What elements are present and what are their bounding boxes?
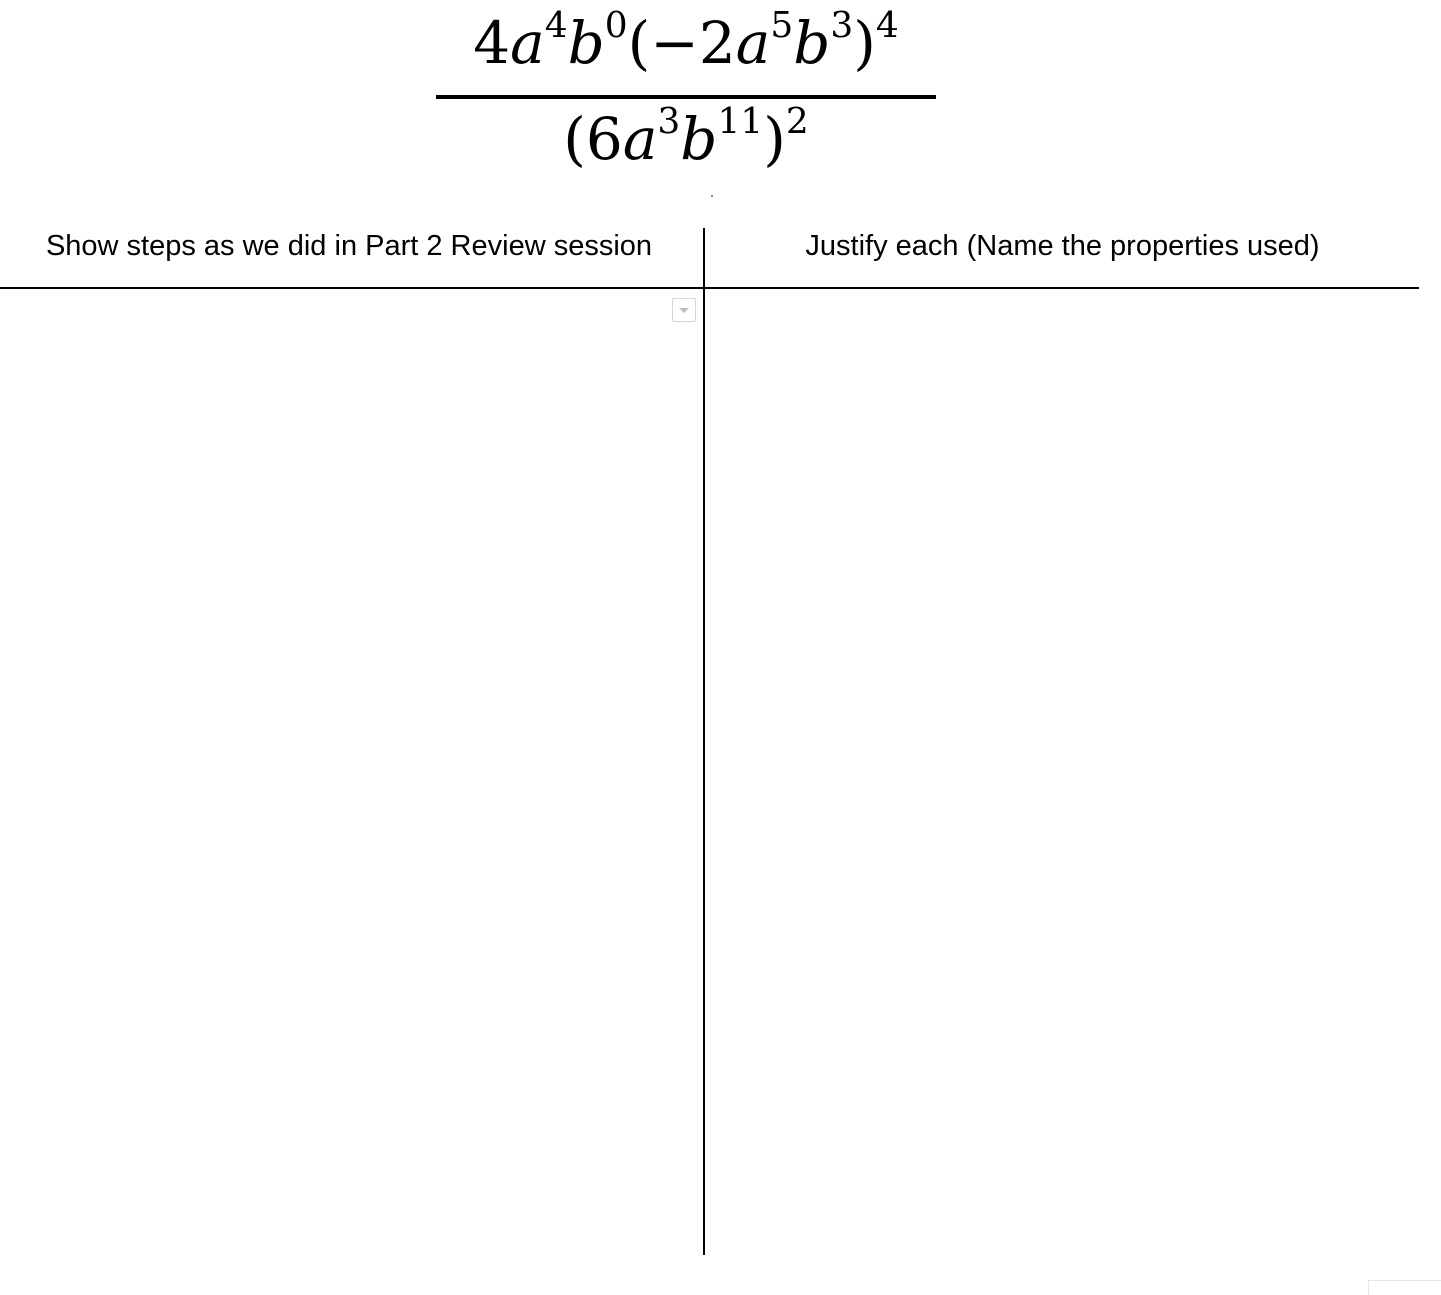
fraction-bar [436,95,936,99]
numerator-inner-exponent-b: 3 [830,5,854,47]
corner-widget [1368,1280,1441,1295]
numerator-exponent-a: 4 [544,5,568,47]
numerator-negative-sign: − [650,9,699,77]
cell-options-button[interactable] [672,298,696,322]
numerator-outer-exponent: 4 [875,5,899,47]
denominator-close-paren: ) [763,105,786,173]
fraction-numerator [436,5,936,78]
justification-cell[interactable] [706,290,1419,1255]
table-header-divider [0,287,1419,289]
steps-cell[interactable] [0,290,702,1255]
numerator-inner-coefficient: 2 [698,9,736,77]
denominator-open-paren: ( [563,105,586,173]
math-expression [436,0,936,190]
denominator-coefficient: 6 [585,105,623,173]
numerator-inner-variable-a: a [735,9,771,77]
numerator-inner-exponent-a: 5 [770,5,794,47]
fraction-denominator [436,101,936,174]
numerator-open-paren: ( [627,9,651,77]
stray-dot [711,195,713,197]
numerator-coefficient: 4 [473,9,511,77]
table-header-steps: Show steps as we did in Part 2 Review session [45,230,653,262]
denominator-variable-b: b [680,105,718,173]
table-column-divider [703,228,705,1255]
denominator-outer-exponent: 2 [785,101,809,143]
table-header-justification: Justify each (Name the properties used) [805,230,1320,262]
numerator-variable-a: a [510,9,545,77]
numerator-close-paren: ) [853,9,876,77]
numerator-exponent-b: 0 [604,5,628,47]
numerator-variable-b: b [567,9,605,77]
numerator-inner-variable-b: b [793,9,831,77]
denominator-exponent-b: 11 [717,101,764,143]
denominator-exponent-a: 3 [657,101,681,143]
denominator-variable-a: a [622,105,658,173]
chevron-down-icon [679,308,689,313]
